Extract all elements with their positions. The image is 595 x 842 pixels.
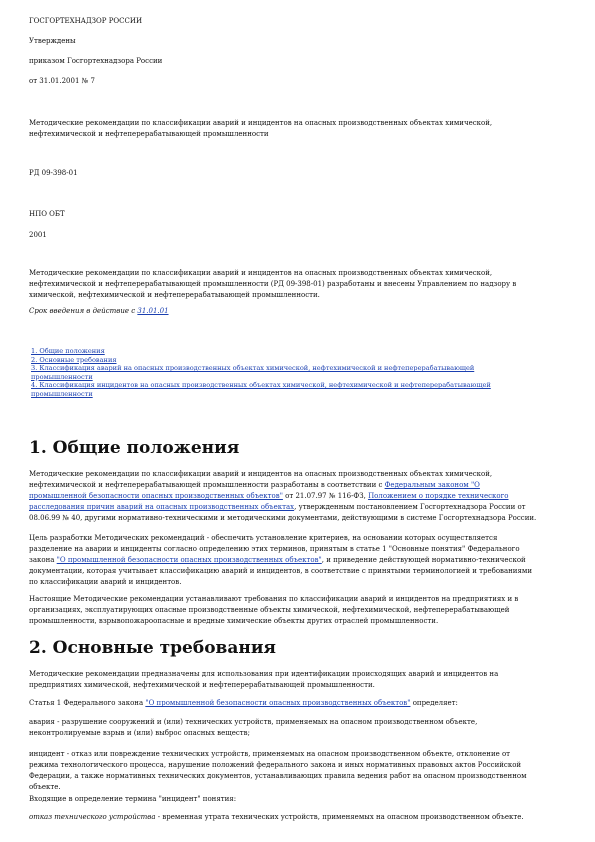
table-of-contents [31, 347, 501, 399]
effective-date-line [29, 306, 169, 317]
section-2-paragraph-accident: авария - разрушение сооружений и (или) технических устройств, применяемых на опасном производственном объекте, неконтролируемые взрыв и (или) выброс опасных веществ; [29, 718, 478, 737]
section-1-paragraph-3: Настоящие Методические рекомендации устанавливают требования по классификации аварий и инцидентов на предприятиях и в организациях, эксплуатирующих опасные производственные объекты химической, нефтехимической, нефтеперерабатывающей промышленности, взрывопожароопасные и вредные химические объекты других отраслей промышленности. [29, 595, 519, 625]
effective-label: Срок введения в действие с [29, 307, 138, 315]
federal-law-link[interactable]: Федеральным законом "О промышленной безопасности опасных производственных объектов" [29, 481, 480, 500]
approved-label: Утверждены [29, 37, 76, 45]
section-2-heading: 2. Основные требования [29, 638, 276, 658]
order-label: приказом Госгортехнадзора России [29, 57, 163, 65]
toc-link-section-3[interactable]: 3. Классификация аварий на опасных производственных объектах химической, нефтехимической и нефтеперерабатывающей промышленности [31, 364, 475, 381]
header-block [29, 16, 162, 87]
agency-name: ГОСГОРТЕХНАДЗОР РОССИИ [29, 17, 143, 25]
section-1-heading: 1. Общие положения [29, 438, 240, 458]
regulation-link[interactable]: Положением о порядке технического расследования причин аварий на опасных производственных объектах [29, 492, 509, 511]
section-2-paragraph-2: Статья 1 Федерального закона "О промышленной безопасности опасных производственных объектов" определяет: [29, 699, 458, 707]
section-1-paragraph-1: Методические рекомендации по классификации аварий и инцидентов на опасных производственных объектах химической, нефтехимической и нефтеперерабатывающей промышленности разработаны в соответствии с Федеральным законом "О промышленной безопасности опасных производственных объектов" от 21.07.97 № 116-ФЗ, Положением о порядке технического расследования причин аварий на опасных производственных объектах, утвержденным постановлением Госгортехнадзора России от 08.06.99 № 40, другими нормативно-техническими и методическими документами, действующими в системе Госгортехнадзора России. [29, 470, 537, 522]
federal-law-link-3[interactable]: "О промышленной безопасности опасных производственных объектов" [145, 699, 411, 707]
toc-link-section-4[interactable]: 4. Классификация инцидентов на опасных производственных объектах химической, нефтехимической и нефтеперерабатывающей промышленности [31, 381, 491, 398]
intro-paragraph: Методические рекомендации по классификации аварий и инцидентов на опасных производственных объектах химической, нефтехимической и нефтеперерабатывающей промышленности (РД 09-398-01) разработаны и внесены Управлением по надзору в химической, нефтехимической и нефтеперерабатывающей промышленности. [29, 269, 517, 299]
document-code: РД 09-398-01 [29, 169, 78, 177]
section-2-paragraph-terms: Входящие в определение термина "инцидент" понятия: [29, 795, 237, 803]
document-title: Методические рекомендации по классификации аварий и инцидентов на опасных производственных объектах химической, нефтехимической и нефтеперерабатывающей промышленности [29, 119, 493, 138]
federal-law-link-2[interactable]: "О промышленной безопасности опасных производственных объектов" [56, 556, 322, 564]
effective-date-link[interactable]: 31.01.01 [137, 307, 169, 315]
order-date: от 31.01.2001 № 7 [29, 77, 95, 85]
section-2-paragraph-incident: инцидент - отказ или повреждение технических устройств, применяемых на опасном производственном объекте, отклонение от режима технологического процесса, нарушение положений федерального закона и иных нормативных правовых актов Российской Федерации, а также нормативных технических документов, устанавливающих правила ведения работ на опасном производственном объекте. [29, 750, 527, 791]
toc-link-section-2[interactable]: 2. Основные требования [31, 355, 117, 364]
document-year: 2001 [29, 231, 47, 239]
section-1-paragraph-2: Цель разработки Методических рекомендаций - обеспечить установление критериев, на основании которых осуществляется разделение на аварии и инциденты согласно определению этих терминов, принятым в статье 1 "Основные понятия" Федерального закона "О промышленной безопасности опасных производственных объектов", и приведение действующей нормативно-технической документации, которая учитывает классификацию аварий и инцидентов, в соответствие с принятыми терминологией и требованиями по классификации аварий и инцидентов. [29, 534, 533, 586]
udc-code: НПО ОБТ [29, 210, 65, 218]
section-2-paragraph-failure: отказ технического устройства - временная утрата технических устройств, применяемых на опасном производственном объекте. [29, 813, 524, 821]
section-2-paragraph-1: Методические рекомендации предназначены для использования при идентификации происходящих аварий и инцидентов на предприятиях химической, нефтехимической и нефтеперерабатывающей промышленности. [29, 670, 499, 689]
toc-link-section-1[interactable]: 1. Общие положения [31, 347, 105, 355]
